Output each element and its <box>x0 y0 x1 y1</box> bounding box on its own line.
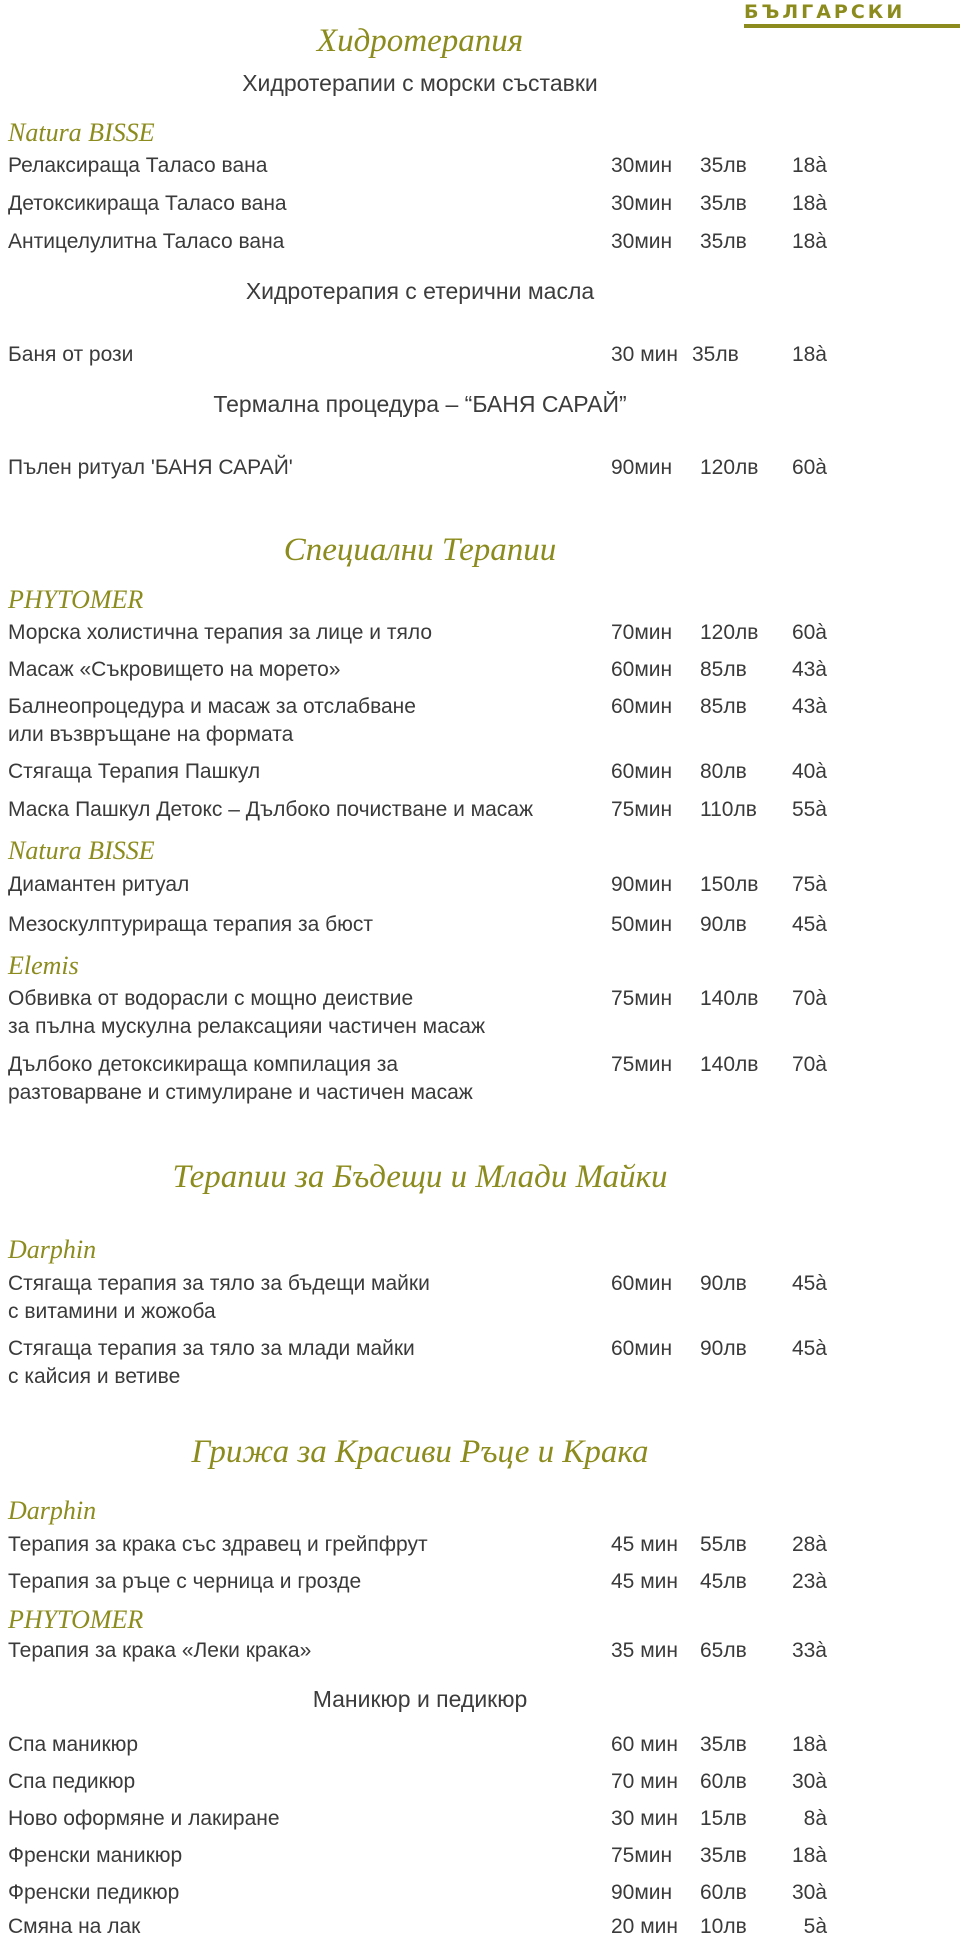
treatment-duration: 60мин <box>611 695 673 718</box>
treatment-name: Мезоскулптурираща терапия за бюст <box>8 913 374 936</box>
treatment-price-alt: 28à <box>791 1533 827 1556</box>
treatment-price-alt: 43à <box>791 695 827 718</box>
treatment-price: 90лв <box>700 913 747 936</box>
treatment-duration: 30 мин <box>611 1807 678 1830</box>
treatment-price-alt: 18à <box>791 230 827 253</box>
subheading-sea-ingredients: Хидротерапии с морски съставки <box>242 70 598 96</box>
brand-label: PHYTOMER <box>8 1605 144 1634</box>
treatment-price-alt: 33à <box>791 1639 827 1662</box>
treatment-name: Стягаща терапия за тяло за бъдещи майки с витамини и жожоба <box>8 1272 430 1323</box>
treatment-duration: 60мин <box>611 1272 673 1295</box>
treatment-price-alt: 45à <box>791 1337 827 1360</box>
treatment-price: 120лв <box>700 456 759 479</box>
treatment-name: Ново оформяне и лакиране <box>8 1807 280 1830</box>
treatment-duration: 70мин <box>611 621 673 644</box>
brand-label: Darphin <box>8 1496 97 1525</box>
treatment-price: 35лв <box>700 154 747 177</box>
treatment-price-alt: 43à <box>791 658 827 681</box>
treatment-price: 140лв <box>700 987 759 1010</box>
treatment-price-alt: 18à <box>791 1844 827 1867</box>
treatment-name: Обвивка от водорасли с мощно деиcтвие за пълна мускулна релаксацияи частичен масаж <box>8 987 486 1038</box>
treatment-name: Маска Пашкул Детокс – Дълбоко почистване и масаж <box>8 798 534 821</box>
section-title-hands-feet: Грижа за Красиви Ръце и Крака <box>191 1434 649 1470</box>
treatment-price: 35лв <box>700 1733 747 1756</box>
treatment-duration: 45 мин <box>611 1533 678 1556</box>
treatment-duration: 35 мин <box>611 1639 678 1662</box>
treatment-duration: 20 мин <box>611 1915 678 1938</box>
treatment-name: Пълен ритуал 'БАНЯ САРАЙ' <box>8 456 293 479</box>
treatment-duration: 75мин <box>611 798 673 821</box>
treatment-duration: 30 мин <box>611 343 678 366</box>
treatment-price-alt: 55à <box>791 798 827 821</box>
treatment-name: Френски педикюр <box>8 1881 180 1904</box>
treatment-name: Терапия за ръце с черница и грозде <box>8 1570 362 1593</box>
treatment-price: 140лв <box>700 1053 759 1076</box>
treatment-price-alt: 23à <box>791 1570 827 1593</box>
treatment-duration: 60 мин <box>611 1733 678 1756</box>
treatment-duration: 90мин <box>611 456 673 479</box>
treatment-duration: 90мин <box>611 873 673 896</box>
treatment-price: 10лв <box>700 1915 747 1938</box>
treatment-price: 85лв <box>700 695 747 718</box>
treatment-duration: 45 мин <box>611 1570 678 1593</box>
treatment-name: Спа педикюр <box>8 1770 136 1793</box>
treatment-price: 60лв <box>700 1881 747 1904</box>
treatment-price-alt: 45à <box>791 913 827 936</box>
treatment-price: 85лв <box>700 658 747 681</box>
treatment-duration: 60мин <box>611 760 673 783</box>
section-title-hydrotherapy: Хидротерапия <box>316 23 524 59</box>
brand-label: Natura BISSE <box>8 118 155 147</box>
section-title-special: Специални Терапии <box>283 532 557 568</box>
subheading-essential-oils: Хидротерапия с етерични масла <box>245 278 595 304</box>
treatment-name: Диамантен ритуал <box>8 873 190 896</box>
treatment-price: 80лв <box>700 760 747 783</box>
treatment-name: Детоксикираща Таласо вана <box>8 192 287 215</box>
treatment-name: Балнеопроцедура и масаж за отслабване или възвръщане на формата <box>8 695 416 746</box>
brand-label: Elemis <box>8 951 79 980</box>
treatment-duration: 30мин <box>611 230 673 253</box>
brand-label: PHYTOMER <box>8 585 144 614</box>
treatment-price: 15лв <box>700 1807 747 1830</box>
treatment-duration: 75мин <box>611 1844 673 1867</box>
treatment-price: 35лв <box>692 343 739 366</box>
treatment-name: Масаж «Съкровището на морето» <box>8 658 341 681</box>
treatment-duration: 90мин <box>611 1881 673 1904</box>
treatment-price: 65лв <box>700 1639 747 1662</box>
treatment-price-alt: 18à <box>791 192 827 215</box>
treatment-name: Терапия за крака със здравец и грейпфрут <box>8 1533 428 1556</box>
treatment-name: Смяна на лак <box>8 1915 141 1938</box>
treatment-price: 110лв <box>700 798 757 821</box>
treatment-price-alt: 60à <box>791 621 827 644</box>
treatment-name: Баня от рози <box>8 343 134 366</box>
treatment-duration: 30мин <box>611 154 673 177</box>
treatment-price-alt: 18à <box>791 154 827 177</box>
treatment-price-alt: 70à <box>791 987 827 1010</box>
treatment-name: Терапия за крака «Леки крака» <box>8 1639 312 1662</box>
treatment-price: 150лв <box>700 873 759 896</box>
treatment-duration: 75мин <box>611 1053 673 1076</box>
treatment-price: 55лв <box>700 1533 747 1556</box>
treatment-price: 60лв <box>700 1770 747 1793</box>
treatment-price-alt: 70à <box>791 1053 827 1076</box>
treatment-price: 35лв <box>700 230 747 253</box>
treatment-price: 35лв <box>700 192 747 215</box>
treatment-name: Стягаща Терапия Пашкул <box>8 760 261 783</box>
section-title-mothers: Терапии за Бъдещи и Млади Майки <box>172 1159 668 1195</box>
treatment-name: Антицелулитна Таласо вана <box>8 230 285 253</box>
treatment-price: 45лв <box>700 1570 747 1593</box>
treatment-price-alt: 60à <box>791 456 827 479</box>
treatment-name: Спа маникюр <box>8 1733 139 1756</box>
treatment-duration: 70 мин <box>611 1770 678 1793</box>
treatment-price-alt: 40à <box>791 760 827 783</box>
treatment-duration: 60мин <box>611 1337 673 1360</box>
treatment-price-alt: 18à <box>791 343 827 366</box>
treatment-duration: 60мин <box>611 658 673 681</box>
treatment-price-alt: 30à <box>791 1881 827 1904</box>
treatment-duration: 75мин <box>611 987 673 1010</box>
treatment-price: 120лв <box>700 621 759 644</box>
brand-label: Darphin <box>8 1235 97 1264</box>
treatment-price: 35лв <box>700 1844 747 1867</box>
treatment-price-alt: 5à <box>803 1915 827 1938</box>
language-label[interactable]: БЪЛГАРСКИ <box>744 1 906 23</box>
treatment-price: 90лв <box>700 1272 747 1295</box>
treatment-name: Дълбоко детоксикираща компилация за разтоварване и стимулиране и частичен масаж <box>8 1053 473 1104</box>
treatment-duration: 30мин <box>611 192 673 215</box>
brand-label: Natura BISSE <box>8 836 155 865</box>
treatment-price-alt: 75à <box>791 873 827 896</box>
subheading-manicure-pedicure: Маникюр и педикюр <box>312 1686 528 1712</box>
treatment-name: Морска холистична терапия за лице и тяло <box>8 621 432 644</box>
subheading-thermal: Термална процедура – “БАНЯ САРАЙ” <box>213 391 627 417</box>
treatment-price-alt: 18à <box>791 1733 827 1756</box>
treatment-name: Стягаща терапия за тяло за млади майки с кайсия и ветиве <box>8 1337 415 1388</box>
treatment-price-alt: 8à <box>803 1807 827 1830</box>
treatment-price-alt: 45à <box>791 1272 827 1295</box>
treatment-duration: 50мин <box>611 913 673 936</box>
treatment-price-alt: 30à <box>791 1770 827 1793</box>
treatment-price: 90лв <box>700 1337 747 1360</box>
treatment-name: Френски маникюр <box>8 1844 183 1867</box>
treatment-name: Релаксираща Таласо вана <box>8 154 268 177</box>
